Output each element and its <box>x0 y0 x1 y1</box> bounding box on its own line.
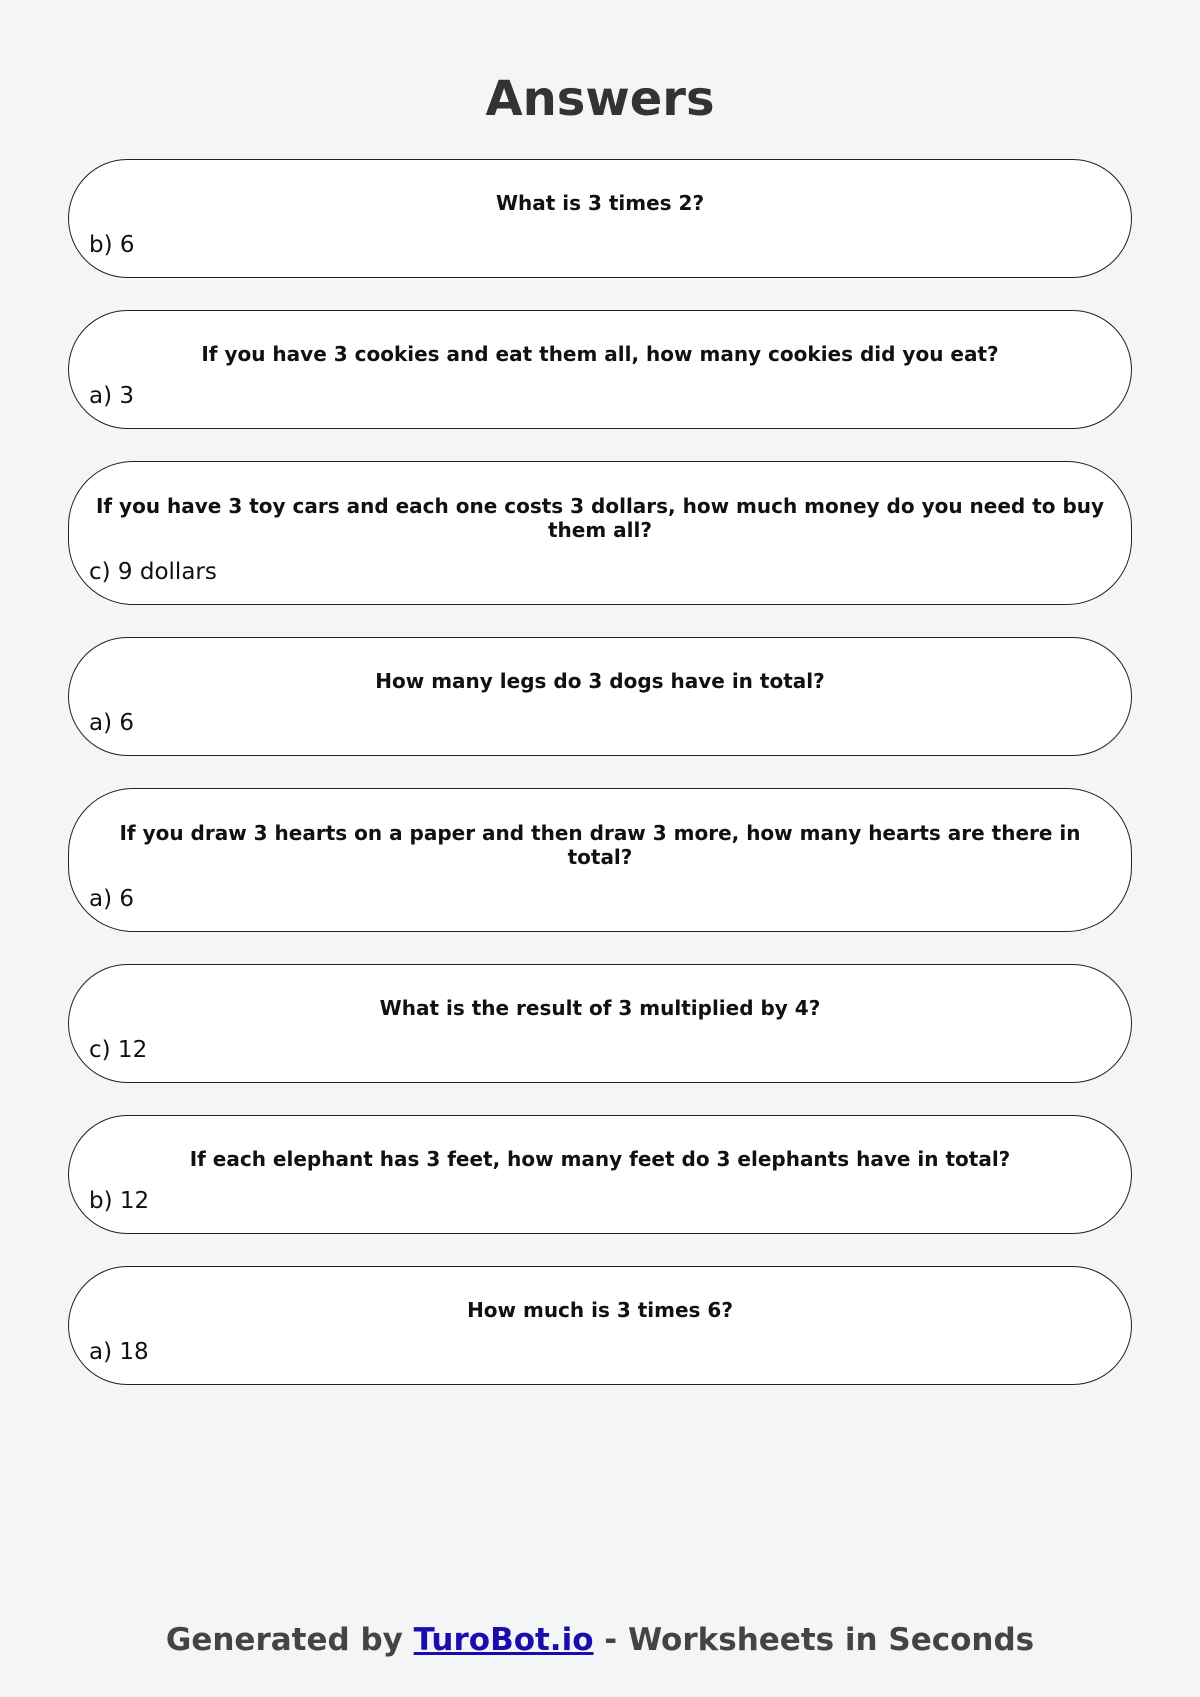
footer-suffix: - Worksheets in Seconds <box>593 1622 1035 1658</box>
answer-card <box>68 1115 1132 1234</box>
footer-prefix: Generated by <box>165 1622 414 1658</box>
answer-card <box>68 788 1132 932</box>
answer-text: b) 6 <box>89 232 135 258</box>
turobot-link[interactable]: TuroBot.io <box>413 1622 594 1658</box>
answer-card <box>68 637 1132 756</box>
question-text: How much is 3 times 6? <box>467 1298 733 1322</box>
answer-card <box>68 310 1132 429</box>
answer-card <box>68 964 1132 1083</box>
answers-list <box>68 159 1132 1417</box>
answer-text: a) 3 <box>89 383 135 409</box>
answer-text: a) 18 <box>89 1339 149 1365</box>
question-text: If you draw 3 hearts on a paper and then draw 3 more, how many hearts are there in total? <box>119 821 1081 869</box>
question-text: How many legs do 3 dogs have in total? <box>375 669 825 693</box>
answer-text: a) 6 <box>89 710 135 736</box>
answer-card <box>68 1266 1132 1385</box>
footer <box>0 1620 1200 1660</box>
question-text: What is 3 times 2? <box>495 191 705 215</box>
question-text: What is the result of 3 multiplied by 4? <box>379 996 821 1020</box>
answer-text: b) 12 <box>89 1188 150 1214</box>
question-text: If you have 3 cookies and eat them all, how many cookies did you eat? <box>201 342 999 366</box>
answer-card <box>68 461 1132 605</box>
question-text: If you have 3 toy cars and each one costs 3 dollars, how much money do you need to buy them all? <box>95 494 1105 542</box>
page-title: Answers <box>485 71 715 127</box>
answer-text: c) 9 dollars <box>89 559 217 585</box>
answer-text: c) 12 <box>89 1037 148 1063</box>
answer-card <box>68 159 1132 278</box>
question-text: If each elephant has 3 feet, how many feet do 3 elephants have in total? <box>189 1147 1011 1171</box>
answer-text: a) 6 <box>89 886 135 912</box>
